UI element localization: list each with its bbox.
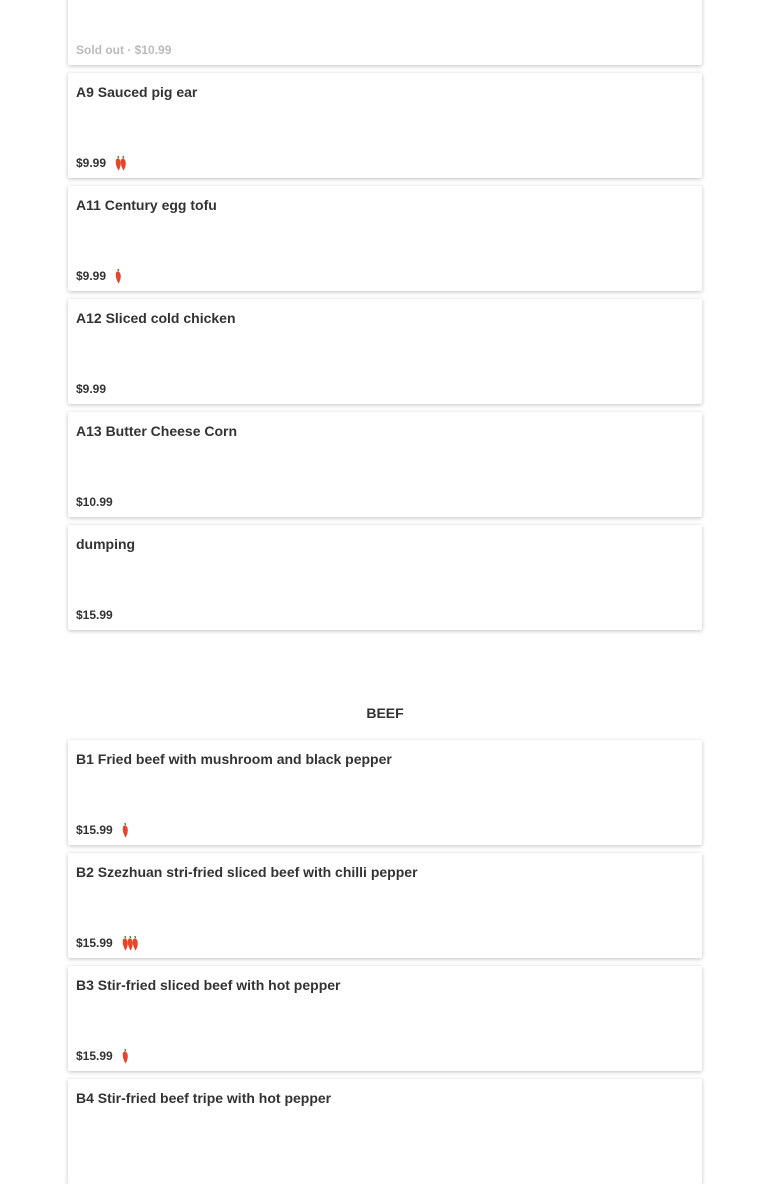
chili-pepper-icon — [121, 822, 131, 838]
spice-level — [121, 1047, 131, 1065]
menu-item-price: $9.99 — [76, 156, 107, 170]
menu-item-name: A9 Sauced pig ear — [76, 84, 198, 100]
menu-item-name: B2 Szezhuan stri-fried sliced beef with chilli pepper — [76, 864, 418, 880]
chili-pepper-icon — [116, 156, 121, 171]
menu-item-card[interactable] — [68, 740, 702, 845]
menu-item-name: A13 Butter Cheese Corn — [76, 423, 238, 439]
menu-item-meta — [76, 266, 124, 286]
menu-item-price: $9.99 — [76, 269, 107, 283]
menu-item-card[interactable] — [68, 73, 702, 178]
spice-level — [121, 934, 141, 952]
menu-item-meta — [76, 820, 131, 840]
menu-item-name: dumping — [76, 536, 136, 552]
menu-item-card[interactable] — [68, 966, 702, 1071]
menu-item-name: A11 Century egg tofu — [76, 197, 217, 213]
menu-item-meta — [76, 379, 106, 399]
menu-item-meta — [76, 492, 113, 512]
menu-item-name: B3 Stir-fried sliced beef with hot pepper — [76, 977, 341, 993]
menu-item-meta — [76, 153, 129, 173]
chili-pepper-icon — [114, 268, 124, 284]
menu-item-price: $10.99 — [134, 43, 172, 57]
spice-level — [114, 154, 129, 172]
chili-pepper-icon — [122, 823, 127, 838]
chili-pepper-icon — [132, 936, 137, 951]
menu-item-price: $10.99 — [76, 495, 113, 509]
menu-item-name: A12 Sliced cold chicken — [76, 310, 236, 326]
menu-item-card[interactable] — [68, 1079, 702, 1184]
menu-item-meta — [76, 605, 113, 625]
menu-item-card[interactable] — [68, 525, 702, 630]
menu-item-card[interactable] — [68, 0, 702, 65]
chili-pepper-icon — [116, 269, 121, 284]
menu-item-meta — [76, 1046, 131, 1066]
chili-pepper-icon — [121, 156, 126, 171]
chili-pepper-icon — [127, 936, 132, 951]
menu-item-name: B1 Fried beef with mushroom and black pepper — [76, 751, 392, 767]
menu-item-price: $15.99 — [76, 608, 113, 622]
chili-pepper-icon — [121, 1048, 131, 1064]
separator: · — [124, 43, 135, 57]
menu-item-price: $15.99 — [76, 1049, 113, 1063]
spice-level — [114, 267, 124, 285]
menu-item-card[interactable] — [68, 853, 702, 958]
chili-pepper-icon — [122, 1049, 127, 1064]
menu-item-meta — [76, 933, 141, 953]
sold-out-label: Sold out — [76, 43, 124, 57]
menu-item-price: $9.99 — [76, 382, 107, 396]
chili-pepper-icon — [114, 155, 129, 171]
menu-item-name: B4 Stir-fried beef tripe with hot pepper — [76, 1090, 332, 1106]
menu-item-card[interactable] — [68, 412, 702, 517]
menu-item-price: $15.99 — [76, 936, 113, 950]
chili-pepper-icon — [121, 935, 141, 951]
menu-item-meta — [76, 40, 171, 60]
spice-level — [121, 821, 131, 839]
menu-item-card[interactable] — [68, 186, 702, 291]
menu-item-card[interactable] — [68, 299, 702, 404]
chili-pepper-icon — [122, 936, 127, 951]
menu-item-price: $15.99 — [76, 823, 113, 837]
section-title-beef: BEEF — [366, 705, 404, 721]
